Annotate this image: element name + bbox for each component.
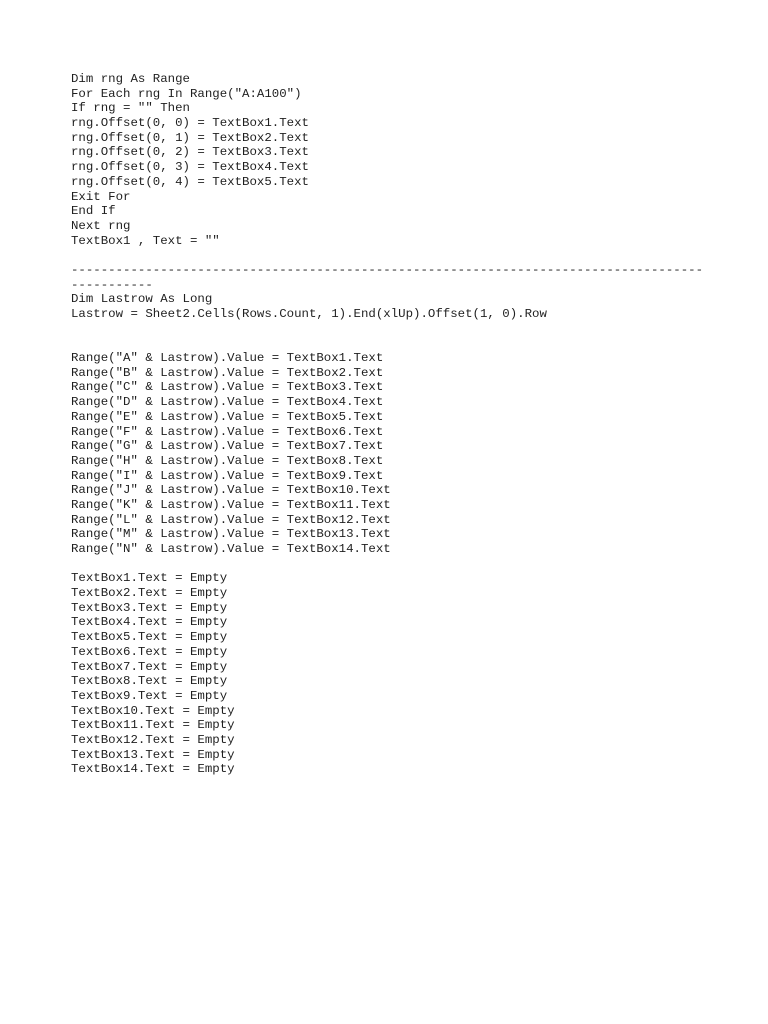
code-line: Exit For bbox=[71, 189, 131, 204]
code-line: rng.Offset(0, 2) = TextBox3.Text bbox=[71, 145, 309, 160]
code-line: Range("F" & Lastrow).Value = TextBox6.Text bbox=[71, 424, 384, 439]
code-line: rng.Offset(0, 0) = TextBox1.Text bbox=[71, 116, 309, 131]
code-line: For Each rng In Range("A:A100") bbox=[71, 86, 302, 101]
code-line: Range("J" & Lastrow).Value = TextBox10.Text bbox=[71, 483, 391, 498]
code-block-loop bbox=[71, 72, 711, 248]
code-line: TextBox10.Text = Empty bbox=[71, 703, 235, 718]
code-line: TextBox3.Text = Empty bbox=[71, 600, 228, 615]
blank-line bbox=[71, 248, 711, 263]
code-line: TextBox6.Text = Empty bbox=[71, 644, 228, 659]
blank-line bbox=[71, 322, 711, 337]
code-line: End If bbox=[71, 204, 116, 219]
code-block-lastrow bbox=[71, 292, 711, 321]
separator-row: ------------------------------------------------------------------------------------- bbox=[71, 262, 704, 277]
code-line: TextBox14.Text = Empty bbox=[71, 762, 235, 777]
code-line: Range("L" & Lastrow).Value = TextBox12.Text bbox=[71, 512, 391, 527]
code-line: rng.Offset(0, 1) = TextBox2.Text bbox=[71, 130, 309, 145]
code-line: TextBox5.Text = Empty bbox=[71, 630, 228, 645]
code-line: Range("G" & Lastrow).Value = TextBox7.Text bbox=[71, 439, 384, 454]
code-line: rng.Offset(0, 4) = TextBox5.Text bbox=[71, 174, 309, 189]
code-line: TextBox12.Text = Empty bbox=[71, 732, 235, 747]
code-line: Range("K" & Lastrow).Value = TextBox11.Text bbox=[71, 497, 391, 512]
code-line: Range("M" & Lastrow).Value = TextBox13.Text bbox=[71, 527, 391, 542]
code-document bbox=[71, 72, 711, 777]
code-block-clear-textboxes bbox=[71, 571, 711, 777]
code-line: TextBox9.Text = Empty bbox=[71, 688, 228, 703]
blank-line bbox=[71, 336, 711, 351]
code-line: Range("E" & Lastrow).Value = TextBox5.Text bbox=[71, 409, 384, 424]
code-line: TextBox7.Text = Empty bbox=[71, 659, 228, 674]
blank-line bbox=[71, 557, 711, 572]
code-line: Range("B" & Lastrow).Value = TextBox2.Text bbox=[71, 365, 384, 380]
code-line: TextBox1.Text = Empty bbox=[71, 571, 228, 586]
code-line: If rng = "" Then bbox=[71, 101, 190, 116]
code-line: Range("N" & Lastrow).Value = TextBox14.Text bbox=[71, 542, 391, 556]
code-line: Next rng bbox=[71, 218, 131, 233]
code-line: TextBox2.Text = Empty bbox=[71, 586, 228, 601]
code-line: Range("D" & Lastrow).Value = TextBox4.Text bbox=[71, 395, 384, 410]
code-line: Lastrow = Sheet2.Cells(Rows.Count, 1).End(xlUp).Offset(1, 0).Row bbox=[71, 307, 547, 321]
code-line: Range("I" & Lastrow).Value = TextBox9.Text bbox=[71, 468, 384, 483]
code-line: TextBox8.Text = Empty bbox=[71, 674, 228, 689]
code-line: Range("H" & Lastrow).Value = TextBox8.Text bbox=[71, 453, 384, 468]
code-line: Range("C" & Lastrow).Value = TextBox3.Text bbox=[71, 380, 384, 395]
code-line: Range("A" & Lastrow).Value = TextBox1.Text bbox=[71, 351, 384, 366]
code-line: TextBox11.Text = Empty bbox=[71, 718, 235, 733]
code-line: TextBox1 , Text = "" bbox=[71, 233, 220, 248]
code-line: TextBox4.Text = Empty bbox=[71, 615, 228, 630]
code-line: rng.Offset(0, 3) = TextBox4.Text bbox=[71, 160, 309, 175]
code-line: TextBox13.Text = Empty bbox=[71, 747, 235, 762]
code-line: Dim rng As Range bbox=[71, 72, 190, 86]
separator-line bbox=[71, 263, 711, 292]
code-block-range-assign bbox=[71, 351, 711, 557]
separator-row: ----------- bbox=[71, 277, 153, 292]
code-line: Dim Lastrow As Long bbox=[71, 292, 213, 307]
